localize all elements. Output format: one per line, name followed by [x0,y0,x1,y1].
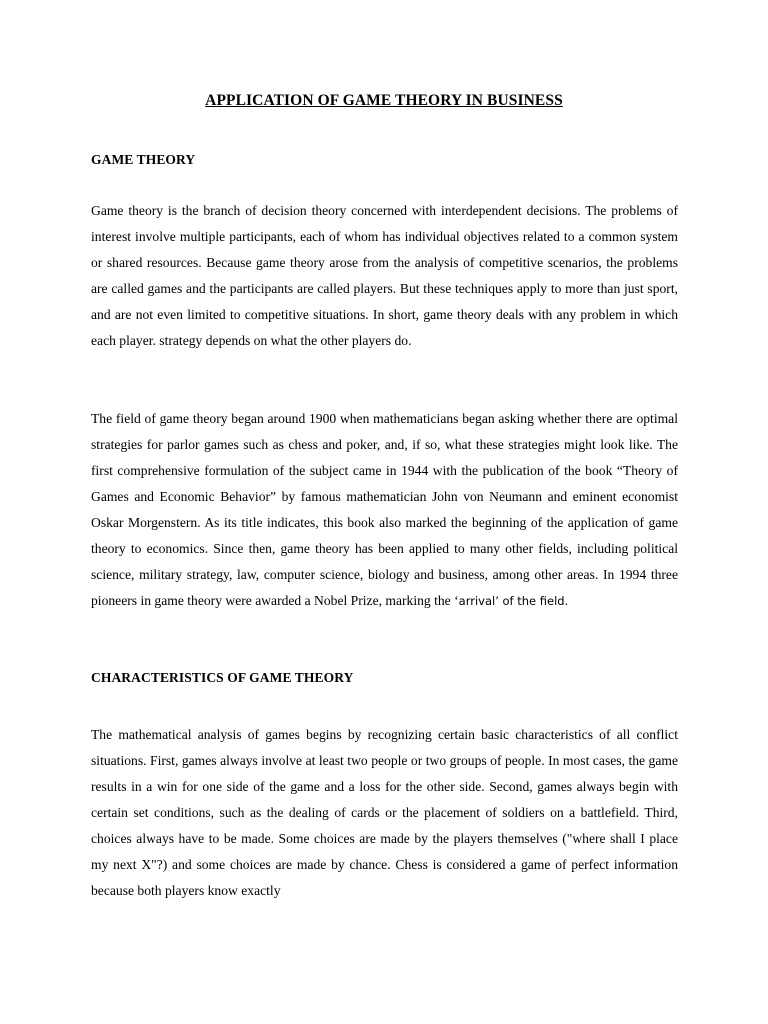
paragraph-history-tail: arrival’ of the field. [458,594,569,608]
section-heading-characteristics: CHARACTERISTICS OF GAME THEORY [91,670,354,685]
paragraph-history-main: The field of game theory began around 1900 when mathematicians began asking whether there are optimal strategies for parlor games such as chess and poker, and, if so, what these strategies might look like. The first comprehensive formulation of the subject came in 1944 with the publication of the book “Theory of Games and Economic Behavior” by famous mathematician John von Neumann and eminent economist Oskar Morgenstern. As its title indicates, this book also marked the beginning of the application of game theory to economics. Since then, game theory has been applied to many other fields, including political science, military strategy, law, computer science, biology and business, among other areas. In 1994 three pioneers in game theory were awarded a Nobel Prize, marking the ‘ [91,411,678,608]
document-title: APPLICATION OF GAME THEORY IN BUSINESS [205,92,563,109]
paragraph-game-theory-definition: Game theory is the branch of decision theory concerned with interdependent decisions. The problems of interest involve multiple participants, each of whom has individual objectives related to a common system or shared resources. Because game theory arose from the analysis of competitive scenarios, the problems are called games and the participants are called players. But these techniques apply to more than just sport, and are not even limited to competitive situations. In short, game theory deals with any problem in which each player. strategy depends on what the other players do. [91,203,678,348]
paragraph-characteristics: The mathematical analysis of games begins by recognizing certain basic characteristics of all conflict situations. First, games always involve at least two people or two groups of people. In most cases, the game results in a win for one side of the game and a loss for the other side. Second, games always begin with certain set conditions, such as the dealing of cards or the placement of soldiers on a battlefield. Third, choices always have to be made. Some choices are made by the players themselves ("where shall I place my next X"?) and some choices are made by chance. Chess is considered a game of perfect information because both players know exactly [91,727,678,898]
section-heading-game-theory: GAME THEORY [91,152,196,167]
paragraph-game-theory-history [91,406,678,614]
